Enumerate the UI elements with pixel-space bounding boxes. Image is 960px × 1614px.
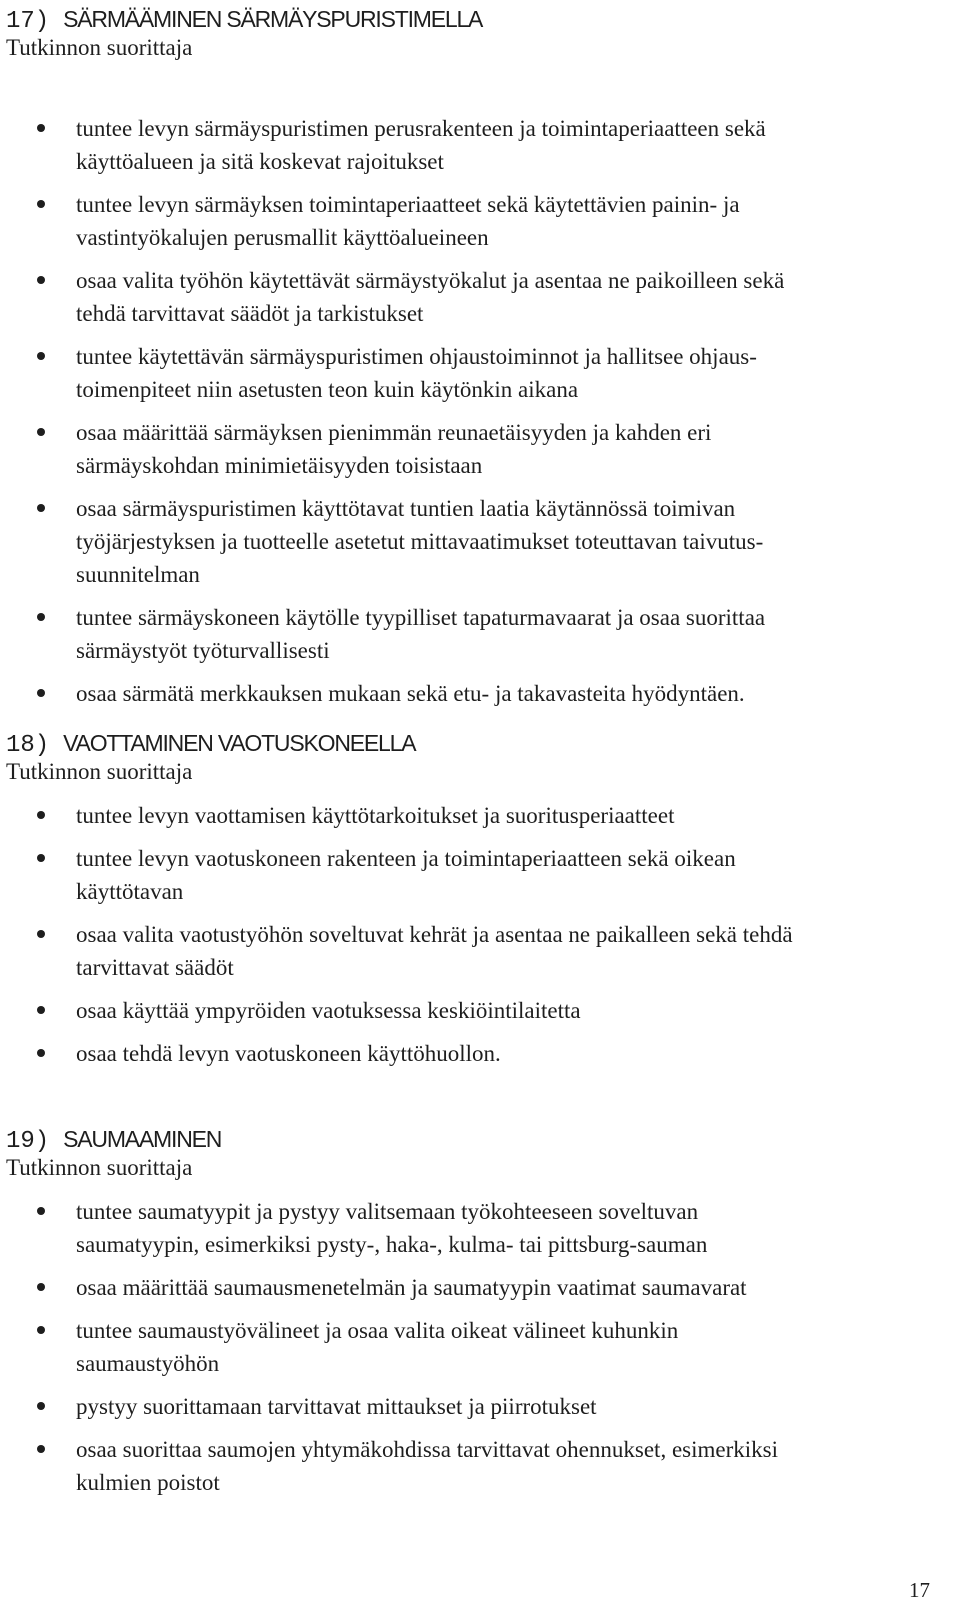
list-item-line: käyttöalueen ja sitä koskevat rajoitukset: [76, 149, 444, 174]
list-item-line: työjärjestyksen ja tuotteelle asetetut mittavaatimukset toteuttavan taivutus-: [76, 529, 764, 554]
list-item-line: saumaustyöhön: [76, 1351, 220, 1376]
list-item: [6, 112, 936, 178]
list-item-line: tehdä tarvittavat säädöt ja tarkistukset: [76, 301, 424, 326]
list-item: [6, 416, 936, 482]
section-subtitle: Tutkinnon suorittaja: [6, 1155, 193, 1180]
list-item: [6, 188, 936, 254]
section-title: [6, 728, 936, 758]
list-item: [6, 492, 936, 591]
list-item-line: toimenpiteet niin asetusten teon kuin käytönkin aikana: [76, 377, 579, 402]
criteria-list: [6, 1195, 936, 1499]
list-item-line: osaa särmäyspuristimen käyttötavat tuntien laatia käytännössä toimivan: [76, 496, 736, 521]
criteria-list: [6, 112, 936, 710]
list-item-line: osaa valita vaotustyöhön soveltuvat kehrät ja asentaa ne paikalleen sekä tehdä: [76, 922, 793, 947]
section-19: [6, 1124, 936, 1499]
list-item-line: tuntee levyn särmäyksen toimintaperiaatteet sekä käytettävien painin- ja: [76, 192, 740, 217]
list-item-line: pystyy suorittamaan tarvittavat mittaukset ja piirrotukset: [76, 1394, 597, 1419]
section-heading: VAOTTAMINEN VAOTUSKONEELLA: [63, 730, 416, 756]
list-item-line: osaa määrittää saumausmenetelmän ja saumatyypin vaatimat saumavarat: [76, 1275, 747, 1300]
list-item-line: tuntee saumatyypit ja pystyy valitsemaan työkohteeseen soveltuvan: [76, 1199, 699, 1224]
list-item-line: tuntee särmäyskoneen käytölle tyypilliset tapaturmavaarat ja osaa suorittaa: [76, 605, 766, 630]
bullet-icon: [37, 200, 45, 208]
bullet-icon: [37, 1049, 45, 1057]
list-item-line: osaa käyttää ympyröiden vaotuksessa keskiöintilaitetta: [76, 998, 581, 1023]
list-item-line: suunnitelman: [76, 562, 200, 587]
list-item: [6, 340, 936, 406]
bullet-icon: [37, 1283, 45, 1291]
section-heading: SAUMAAMINEN: [63, 1126, 222, 1152]
list-item-line: osaa särmätä merkkauksen mukaan sekä etu- ja takavasteita hyödyntäen.: [76, 681, 745, 706]
list-item-line: tuntee levyn vaotuskoneen rakenteen ja toimintaperiaatteen sekä oikean: [76, 846, 736, 871]
list-item-line: vastintyökalujen perusmallit käyttöalueineen: [76, 225, 489, 250]
list-item: [6, 799, 936, 832]
section-17: [6, 4, 936, 710]
list-item-line: särmäyskohdan minimietäisyyden toisistaan: [76, 453, 483, 478]
list-item: [6, 1195, 936, 1261]
list-item-line: käyttötavan: [76, 879, 184, 904]
page-number: 17: [909, 1578, 930, 1602]
section-number: 19): [6, 1128, 50, 1155]
section-subtitle: Tutkinnon suorittaja: [6, 759, 193, 784]
list-item-line: osaa määrittää särmäyksen pienimmän reunaetäisyyden ja kahden eri: [76, 420, 712, 445]
list-item: [6, 1037, 936, 1070]
section-heading: SÄRMÄÄMINEN SÄRMÄYSPURISTIMELLA: [63, 6, 483, 32]
list-item: [6, 842, 936, 908]
bullet-icon: [37, 276, 45, 284]
bullet-icon: [37, 124, 45, 132]
list-item-line: osaa tehdä levyn vaotuskoneen käyttöhuollon.: [76, 1041, 501, 1066]
list-item: [6, 918, 936, 984]
list-item-line: osaa suorittaa saumojen yhtymäkohdissa tarvittavat ohennukset, esimerkiksi: [76, 1437, 778, 1462]
section-title: [6, 1124, 936, 1154]
bullet-icon: [37, 811, 45, 819]
bullet-icon: [37, 689, 45, 697]
list-item-line: tuntee käytettävän särmäyspuristimen ohjaustoiminnot ja hallitsee ohjaus-: [76, 344, 757, 369]
list-item-line: saumatyypin, esimerkiksi pysty-, haka-, kulma- tai pittsburg-sauman: [76, 1232, 708, 1257]
section-number: 17): [6, 8, 50, 35]
bullet-icon: [37, 854, 45, 862]
bullet-icon: [37, 504, 45, 512]
list-item: [6, 677, 936, 710]
list-item: [6, 1271, 936, 1304]
section-subtitle: Tutkinnon suorittaja: [6, 35, 193, 60]
list-item-line: tuntee levyn vaottamisen käyttötarkoitukset ja suoritusperiaatteet: [76, 803, 675, 828]
list-item: [6, 264, 936, 330]
bullet-icon: [37, 1207, 45, 1215]
section-title: [6, 4, 936, 34]
list-item: [6, 1314, 936, 1380]
list-item-line: särmäystyöt työturvallisesti: [76, 638, 330, 663]
bullet-icon: [37, 1326, 45, 1334]
bullet-icon: [37, 352, 45, 360]
list-item-line: tuntee levyn särmäyspuristimen perusrakenteen ja toimintaperiaatteen sekä: [76, 116, 766, 141]
criteria-list: [6, 799, 936, 1070]
section-number: 18): [6, 732, 50, 759]
list-item: [6, 1390, 936, 1423]
bullet-icon: [37, 930, 45, 938]
list-item: [6, 994, 936, 1027]
list-item-line: tuntee saumaustyövälineet ja osaa valita oikeat välineet kuhunkin: [76, 1318, 679, 1343]
section-18: [6, 728, 936, 1070]
list-item-line: kulmien poistot: [76, 1470, 220, 1495]
bullet-icon: [37, 428, 45, 436]
list-item-line: osaa valita työhön käytettävät särmäystyökalut ja asentaa ne paikoilleen sekä: [76, 268, 785, 293]
bullet-icon: [37, 1445, 45, 1453]
bullet-icon: [37, 613, 45, 621]
list-item-line: tarvittavat säädöt: [76, 955, 234, 980]
list-item: [6, 1433, 936, 1499]
list-item: [6, 601, 936, 667]
bullet-icon: [37, 1402, 45, 1410]
bullet-icon: [37, 1006, 45, 1014]
